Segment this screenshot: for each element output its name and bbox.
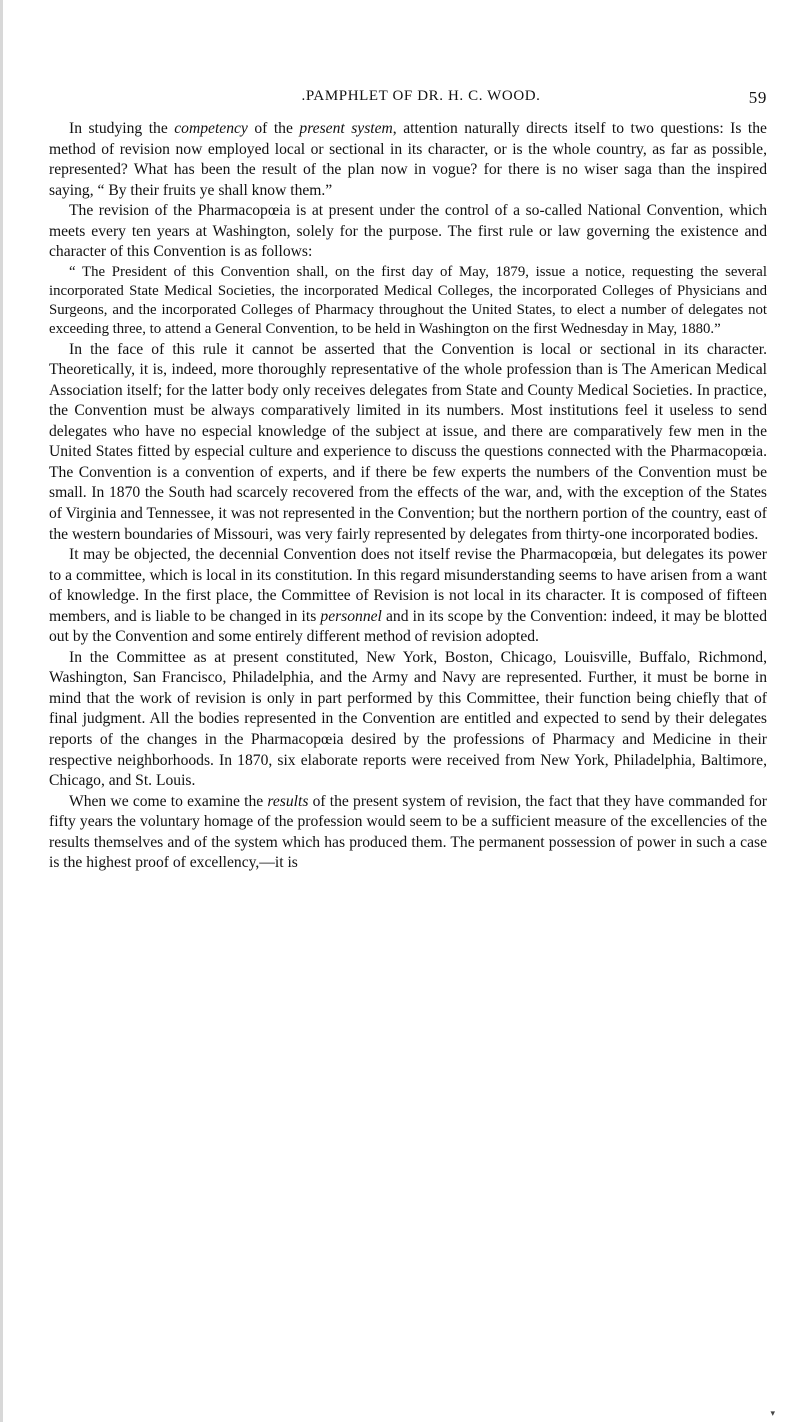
text-run: In the face of this rule it cannot be asserted that the Convention is local or sectional in its character. Theoretically, it is, indeed, more thoroughly representative of the whole profession than is The American Medical Association itself; for the latter body only receives delegates from State and County Medical Societies. In practice, the Convention must be always comparatively limited in its numbers. Most institutions feel it useless to send delegates who have no especial knowledge of the subject at issue, and there are comparatively few men in the United States fitted by especial culture and experience to discuss the questions connected with the Pharmacopœia. The Convention is a convention of experts, and if there be few experts the numbers of the Convention must be small. In 1870 the South had scarcely recovered from the effects of the war, and, with the exception of the States of Virginia and Tennessee, it was not represented in the Convention; but the northern portion of the country, east of the western boundaries of Missouri, was very fairly represented by delegates from thirty-one incorporated bodies. bbox=[49, 340, 767, 543]
paragraph bbox=[49, 792, 767, 874]
italic-phrase: results bbox=[267, 792, 309, 810]
text-run: It may be objected, the decennial Convention does not itself revise the Pharmacopœia, but delegates its power to a committee, which is local in its constitution. In this regard misunderstanding seems to have arisen from a want of knowledge. In the first place, the Committee of Revision is not local in its character. It is composed of fifteen members, and is liable to be changed in its bbox=[49, 546, 767, 625]
paragraph bbox=[49, 648, 767, 792]
running-header bbox=[49, 88, 767, 110]
text-run: The revision of the Pharmacopœia is at present under the control of a so-called National Convention, which meets every ten years at Washington, solely for the purpose. The first rule or law governing the existence and character of this Convention is as follows: bbox=[49, 202, 767, 261]
italic-phrase: present system bbox=[299, 120, 393, 137]
corner-mark-icon: ▾ bbox=[770, 1408, 775, 1418]
quoted-rule-paragraph bbox=[49, 263, 767, 340]
text-run: In the Committee as at present constituted, New York, Boston, Chicago, Louisville, Buffalo, Richmond, Washington, San Francisco, Philadelphia, and the Army and Navy are represented. Further, it must be borne in mind that the work of revision is only in part performed by this Committee, their function being chiefly that of final judgment. All the bodies represented in the Convention are entitled and expected to send by their delegates reports of the changes in the Pharmacopœia desired by the professions of Pharmacy and Medicine in their respective neighborhoods. In 1870, six elaborate reports were received from New York, Philadelphia, Baltimore, Chicago, and St. Louis. bbox=[49, 648, 767, 790]
paragraph bbox=[49, 340, 767, 545]
italic-phrase: competency bbox=[174, 120, 248, 137]
text-run: of the present system of revision, the fact that they have commanded for fifty years the voluntary homage of the profession would seem to be a sufficient measure of the excellencies of the results themselves and of the system which has produced them. The permanent possession of power in such a case is the highest proof of excellency,—it is bbox=[49, 792, 768, 872]
text-run: and in its scope by the Convention: indeed, it may be blotted out by the Convention and some entirely different method of revision adopted. bbox=[49, 607, 767, 646]
text-run: When we come to examine the bbox=[69, 792, 268, 810]
italic-phrase: personnel bbox=[320, 607, 382, 625]
text-run: “ The President of this Convention shall, on the first day of May, 1879, issue a notice, requesting the several incorporated State Medical Societies, the incorporated Medical Colleges, the incorporated Colleges of Physicians and Surgeons, and the incorporated Colleges of Pharmacy throughout the United States, to elect a number of delegates not exceeding three, to attend a General Convention, to be held in Washington on the first Wednesday in May, 1880.” bbox=[49, 263, 767, 338]
text-run: , attention naturally directs itself to two questions: Is the method of revision now employed local or sectional in its character, or is the whole country, as far as possible, represented? What has been the result of the plan now in vogue? for there is no wiser saga than the inspired saying, “ By their fruits ye shall know them.” bbox=[49, 120, 767, 199]
paragraph bbox=[49, 119, 767, 201]
page-edge-shadow bbox=[0, 0, 3, 1422]
running-title: .PAMPHLET OF DR. H. C. WOOD. bbox=[301, 88, 541, 104]
paragraph bbox=[49, 201, 767, 263]
page-number: 59 bbox=[748, 88, 767, 107]
paragraph bbox=[49, 545, 767, 648]
body-text bbox=[49, 119, 767, 874]
text-run: In studying the bbox=[69, 120, 175, 137]
text-run: of the bbox=[247, 120, 300, 137]
